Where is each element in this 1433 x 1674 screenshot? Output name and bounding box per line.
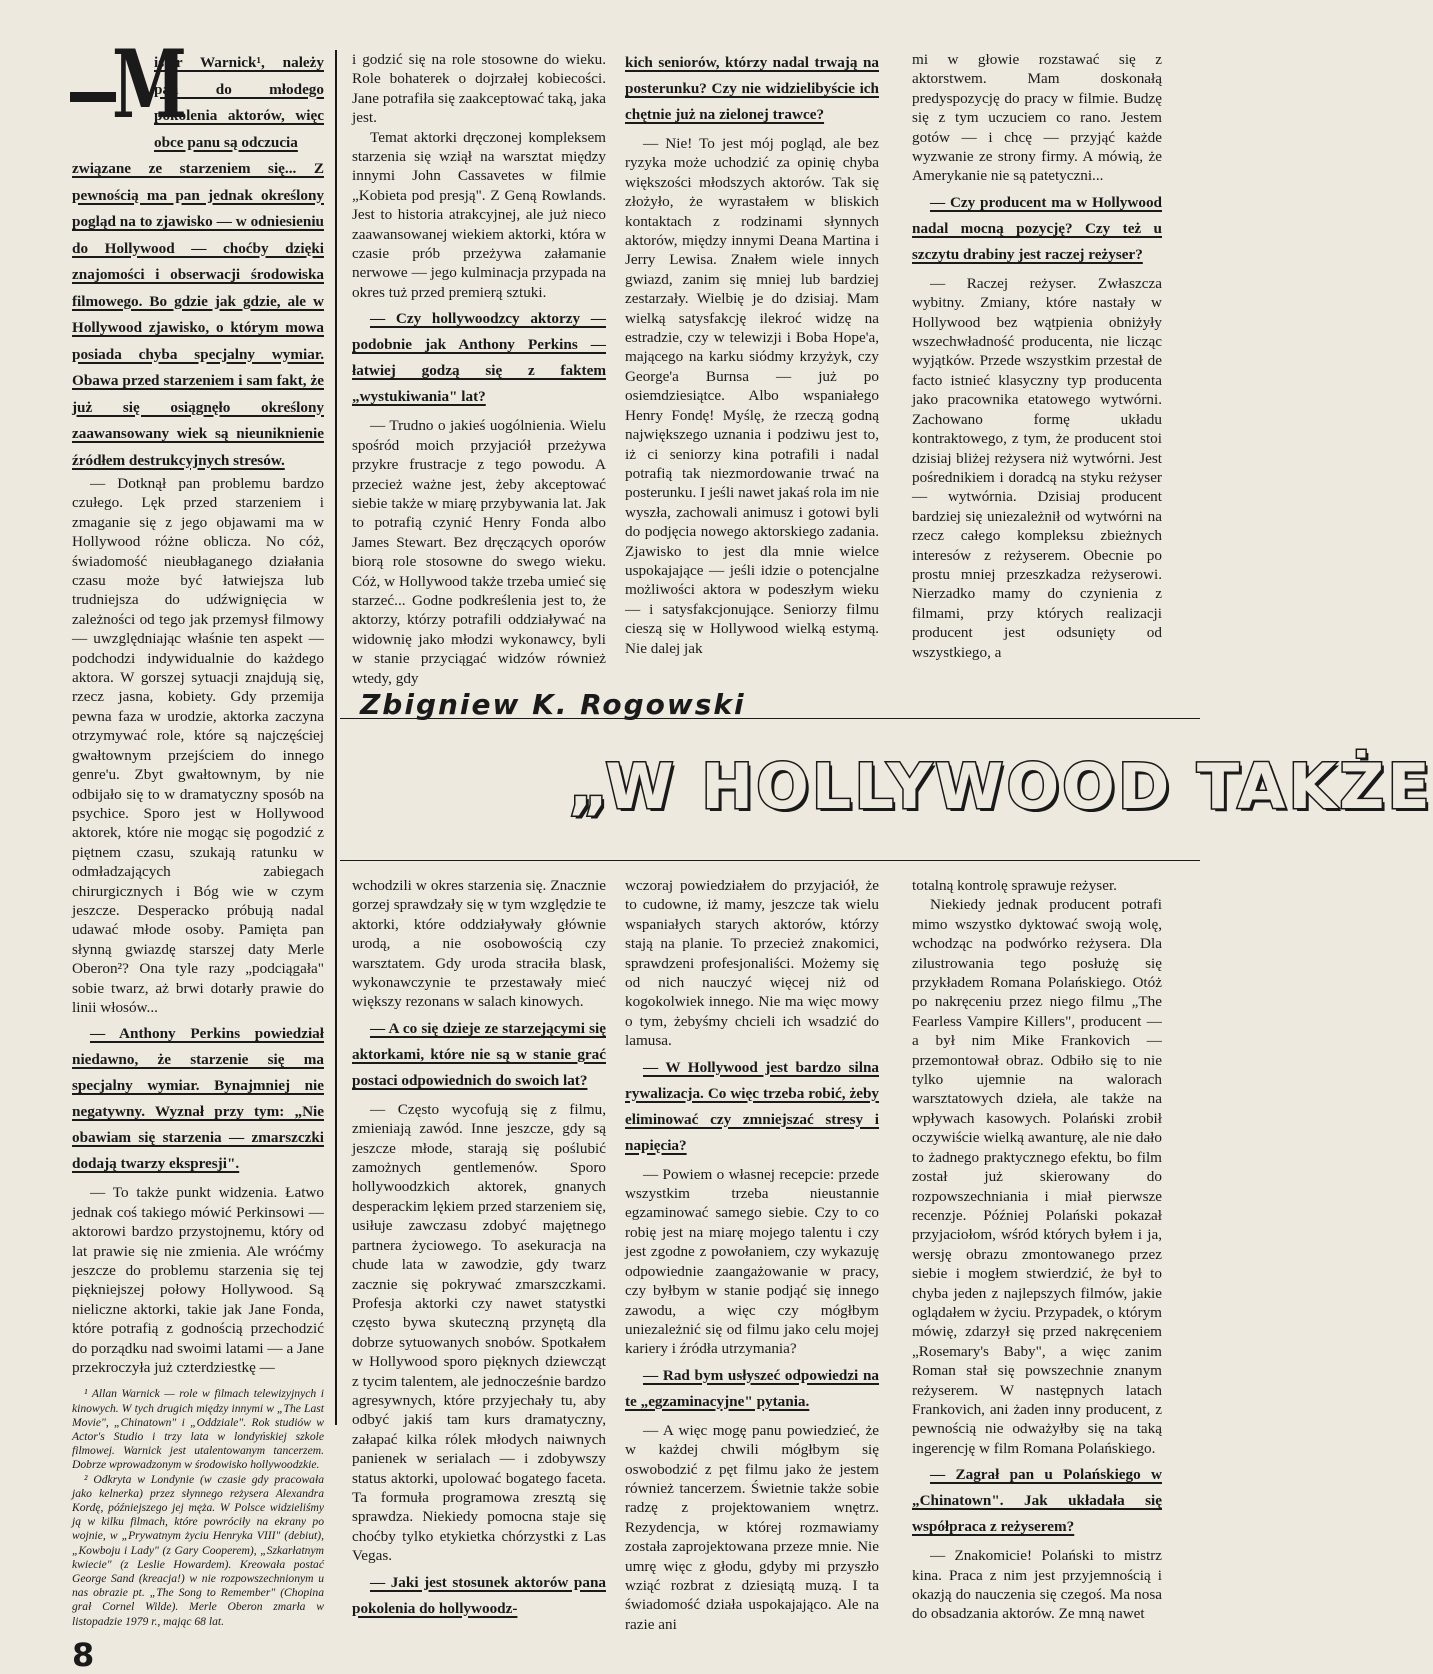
answer-paragraph: — Nie! To jest mój pogląd, ale bez ryzyka może uchodzić za opinię chyba większości młodszych aktorów. Tak się złożyło, że wyrastałem w bliskich kontaktach z rodzinami słynnych aktorów, między innymi Deana Martina i Jerry Lewisa. Znałem wiele innych gwiazd, zanim się mniej lub bardziej zestarzały. Wielbię je do dzisiaj. Mam wielką satysfakcję ilekroć widzę na estradzie, czy w telewizji i Boba Hope'a, mającego na karku siódmy krzyżyk, czy George'a Burnsa — już po osiemdziesiątce. Albo wspaniałego Henry Fondę! Myślę, że rzeczą godną największego uznania i podziwu jest to, iż ci seniorzy kina potrafili i nadal potrafią tak niezmordowanie trwać na posterunku. I jeśli nawet jakaś rola im nie wyszła, zachowali animusz i gotowi byli do podjęcia nowego aktorskiego zadania. Zjawisko to jest dla mnie wielce uspokajające — jeśli idzie o potencjalne możliwości aktora w podeszłym wieku — i satysfakcjonujące. Seniorzy filmu cieszą się w Hollywood wielką estymą. Nie dalej jak: [625, 135, 879, 657]
column-5: [352, 876, 606, 1636]
interview-question: — A co się dzieje ze starzejącymi się aktorkami, które nie są w stanie grać postaci odpowiednich do swoich lat?: [352, 1019, 606, 1089]
footnote-2: ² Odkryta w Londynie (w czasie gdy pracowała jako kelnerka) przez słynnego reżysera Alexandra Kordę, późniejszego jej męża. W Polsce widzieliśmy ją w kilku filmach, które powróciły na ekrany po wojnie, w „Prywatnym życiu Henryka VIII" (debiut), „Kowboju i Lady" (z Gary Cooperem), „Szkarłatnym kwiecie" (z Leslie Howardem). Kreowała postać George Sand (kreacja!) w nie rozpowszechnionym u nas obrazie pt. „The Song to Remember" (Chopina grał Cornel Wilde). Merle Oberon zmarła w listopadzie 1979 r., mając 68 lat.: [72, 1472, 324, 1628]
answer-paragraph: — Powiem o własnej recepcie: przede wszystkim trzeba nieustannie egzaminować samego siebie. Czy to co robię jest na miarę mojego talentu i czy jest zgodne z powołaniem, czy wykazuję odpowiednie zaangażowanie w pracy, czy byłbym w stanie podjąć się innego zawodu, a więc czy mógłbym uniezależnić się od filmu jako celu mojej kariery i źródła utrzymania?: [625, 1165, 879, 1358]
interview-question: kich seniorów, którzy nadal trwają na posterunku? Czy nie widzielibyście ich chętnie już na zielonej trawce?: [625, 54, 879, 123]
interview-question: — Zagrał pan u Polańskiego w „Chinatown". Jak układała się współpraca z reżyserem?: [912, 1466, 1162, 1536]
answer-paragraph: — Często wycofują się z filmu, zmieniają zawód. Inne jeszcze, gdy są jeszcze młode, starają się poślubić zamożnych gentlemenów. Sporo hollywoodzkich aktorek, gnanych desperackim lękiem przed starzeniem się, usiłuje zawczasu zdobyć majętnego partnera życiowego. To asekuracja na chude lata w zawodzie, gdy twarz zacznie się pokrywać zmarszczkami. Profesja aktorki czy nawet statystki często bywa skuteczną przynętą dla dobrze sytuowanych snobów. Spotkałem w Hollywood sporo pięknych dziewcząt z tycim talentem, ale jednocześnie bardzo agresywnych, które przyjechały tu, aby odbyć jakiś tam kurs dramatyczny, załapać kilka rólek młodych naiwnych panienek w serialach — i zdobywszy status aktorki, upolować bogatego faceta. Ta formuła programowa zresztą się sprawdza. Niekiedy pomocna staje się choćby tylko etykietka chórzystki z Las Vegas.: [352, 1100, 606, 1565]
interview-question: — Jaki jest stosunek aktorów pana pokolenia do hollywoodz-: [352, 1573, 606, 1617]
column-divider: [335, 50, 337, 1425]
column-6: [625, 876, 879, 1636]
answer-paragraph: i godzić się na role stosowne do wieku. Role bohaterek o dojrzałej kobiecości. Jane potrafiła się zaakceptować taką, jaka jest.: [352, 51, 606, 127]
column-4: [912, 50, 1162, 686]
band-rule: [340, 860, 1200, 861]
answer-paragraph: — Znakomicie! Polański to mistrz kina. Praca z nim jest przyjemnością i okazją do nauczenia się czegoś. Ma nosa do obsadzania aktorów. Ze mną nawet: [912, 1547, 1162, 1623]
answer-paragraph: — A więc mogę panu powiedzieć, że w każdej chwili mógłbym się oswobodzić z pęt filmu jako że jestem również tancerzem. Świetnie także sobie radzę z projektowaniem wnętrz. Rezydencja, w której rozmawiamy została zaprojektowana przeze mnie. Nie umrę więc z głodu, gdyby mi przyszło wziąć rozbrat z dziesiątą muzą. I ta świadomość działa uspokajająco. Ale na razie ani: [625, 1421, 879, 1633]
author-byline: Zbigniew K. Rogowski: [360, 688, 746, 721]
answer-paragraph: wczoraj powiedziałem do przyjaciół, że to cudowne, iż mamy, jeszcze tak wielu wspaniałych starych aktorów, którzy stają na planie. To przecież znakomici, sprawdzeni profesjonaliści. Możemy się od nich nauczyć więcej niż od kogokolwiek innego. Nie ma więc mowy o tym, żebyśmy chcieli ich wsadzić do lamusa.: [625, 877, 879, 1050]
article-headline: „W HOLLYWOOD TAKŻE: [568, 750, 1433, 823]
interview-question: — Czy hollywoodzcy aktorzy — podobnie jak Anthony Perkins — łatwiej godzą się z faktem „wystukiwania" lat?: [352, 310, 606, 406]
answer-paragraph: Temat aktorki dręczonej kompleksem starzenia się wziął na warsztat między innymi John Cassavetes w filmie „Kobieta pod presją". Z Geną Rowlands. Jest to historia atrakcyjnej, ale już nieco zaawansowanej wiekiem aktorki, która w czasie prób przeżywa załamanie nerwowe — jego kulminacja przypada na okres tuż przed premierą sztuki.: [352, 128, 606, 301]
answer-paragraph: Niekiedy jednak producent potrafi mimo wszystko dyktować swoją wolę, wchodząc na podwórko reżysera. Dla zilustrowania tego posłużę się przykładem Romana Polańskiego. Otóż po nakręceniu przez niego filmu „The Fearless Vampire Killers", producent — a był nim Mike Frankovich — przemontował obraz. Odbiło się to nie tylko ujemnie na walorach warsztatowych dzieła, ale także na wpływach kasowych. Polański zrobił oczywiście wielką awanturę, ale nie dało to żadnego praktycznego efektu, bo film został już skierowany do rozpowszechniania i miał pierwsze recenzje. Później Polański pokazał przyjaciołom, wśród których byłem i ja, wersję obrazu zmontowanego przez siebie i mogłem stwierdzić, że był to chyba jeden z najlepszych filmów, jakie oglądałem w życiu. Przypadek, o którym mówię, zdarzył się przed nakręceniem „Rosemary's Baby", a więc zanim Roman stał się powszechnie znanym reżyserem. W następnych latach Frankovich, ani żaden inny producent, z pewnością nie odważyłby się na taką ingerencję w film Romana Polańskiego.: [912, 896, 1162, 1457]
answer-paragraph: wchodzili w okres starzenia się. Znacznie gorzej sprawdzały się w tym względzie te aktorki, które oddziaływały głównie urodą, a nie osobowością czy warsztatem. Gdy uroda straciła blask, wykonawczynie te przestawały mieć większy rezonans w salach kinowych.: [352, 877, 606, 1011]
answer-paragraph: — To także punkt widzenia. Łatwo jednak coś takiego mówić Perkinsowi — aktorowi bardzo przystojnemu, który od lat prawie się nie zmienia. Ale wróćmy jeszcze do problemu starzenia się tej piękniejszej połowy Hollywood. Są nieliczne aktorki, takie jak Jane Fonda, które potrafią z godnością przechodzić do porządku nad swoimi latami — a Jane przekroczyła już czterdziestkę —: [72, 1184, 324, 1377]
answer-paragraph: — Raczej reżyser. Zwłaszcza wybitny. Zmiany, które nastały w Hollywood bez wątpienia obniżyły wszechwładność producenta, nie licząc wyjątków. Przede wszystkim przestał de facto istnieć klasyczny typ producenta jako pracownika etatowego wytwórni. Zachowano formę układu kontraktowego, z tym, że producent stoi dzisiaj bliżej reżysera niż wytwórni. Jest pośrednikiem i doradcą na styku reżyser — wytwórnia. Dzisiaj producent bardziej się uniezależnił od wytwórni na rzecz całego kompleksu zbieżnych interesów z reżyserem. Obecnie po prostu mniej przeszkadza reżyserowi. Nierzadko mamy do czynienia z filmami, przy których realizacji producent jest odsunięty od wszystkiego, a: [912, 274, 1162, 661]
column-7: [912, 876, 1162, 1636]
answer-paragraph: totalną kontrolę sprawuje reżyser.: [912, 877, 1117, 894]
interview-question: — Rad bym usłyszeć odpowiedzi na te „egzaminacyjne" pytania.: [625, 1366, 879, 1410]
lead-question-first: ister Warnick¹, należy pan do młodego pokolenia aktorów, więc obce panu są odczucia: [154, 54, 324, 151]
interview-question: — W Hollywood jest bardzo silna rywalizacja. Co więc trzeba robić, żeby eliminować czy zmniejszać stresy i napięcia?: [625, 1058, 879, 1154]
column-3: [625, 50, 879, 686]
column-2: [352, 50, 606, 686]
page-number: 8: [72, 1636, 95, 1674]
answer-paragraph: — Trudno o jakieś uogólnienia. Wielu spośród moich przyjaciół przeżywa przykre frustracje z tego powodu. A przecież ważne jest, żeby akceptować siebie także w miarę przybywania lat. Jak to potrafią czynić Henry Fonda albo James Stewart. Bez dręczących oporów biorą role stosowne do swego wieku. Cóż, w Hollywood także trzeba umieć się starzeć... Godne podkreślenia jest to, że aktorzy, którzy potrafili oddziaływać na widownię jako młodzi wykonawcy, byli w stanie przyciągać widzów również wtedy, gdy: [352, 417, 606, 687]
interview-question: — Czy producent ma w Hollywood nadal mocną pozycję? Czy też u szczytu drabiny jest raczej reżyser?: [912, 193, 1162, 263]
column-1: [72, 50, 324, 1628]
footnote-1: ¹ Allan Warnick — role w filmach telewizyjnych i kinowych. W tych drugich między innymi w „The Last Movie", „Chinatown" i „Oddziale". Rok studiów w Actor's Studio i trzy lata w londyńskiej szkole filmowej. Warnick jest utalentowanym tancerzem. Dobrze wprowadzonym w środowisko hollywoodzkie.: [72, 1387, 324, 1472]
interview-question: — Anthony Perkins powiedział niedawno, że starzenie się ma specjalny wymiar. Bynajmniej nie negatywny. Wyznał przy tym: „Nie obawiam się starzenia — zmarszczki dodają twarzy ekspresji".: [72, 1025, 324, 1173]
dropcap-letter: M: [112, 30, 187, 140]
lead-question-rest: związane ze starzeniem się... Z pewnością ma pan jednak określony pogląd na to zjawisko — w odniesieniu do Hollywood — choćby dzięki znajomości i obserwacji środowiska filmowego. Bo gdzie jak gdzie, ale w Hollywood zjawisko, o którym mowa posiada chyba specjalny wymiar. Obawa przed starzeniem i sam fakt, że już się osiągnęło określony zaawansowany wiek są nieuniknienie źródłem destrukcyjnych stresów.: [72, 160, 324, 469]
answer-paragraph: mi w głowie rozstawać się z aktorstwem. Mam doskonałą predyspozycję do pracy w filmie. Budzę się z tym uczuciem co rano. Jestem gotów — i chcę — przyjąć każde wyzwanie ze strony firmy. A mówią, że Amerykanie nie są patetyczni...: [912, 51, 1162, 185]
answer-paragraph: — Dotknął pan problemu bardzo czułego. Lęk przed starzeniem i zmaganie się z jego objawami ma w Hollywood różne oblicza. No cóż, świadomość nieubłaganego działania czasu może być łatwiejsza lub trudniejsza do udźwignięcia w zależności od tego jak przemysł filmowy — uwzględniając właśnie ten aspekt — podchodzi indywidualnie do każdego aktora. W gorszej sytuacji znajdują się, rzecz jasna, kobiety. Gdy przemija pewna faza w urodzie, aktorka zaczyna otrzymywać role, które są najczęściej gwałtownym przejściem do innego genre'u. Zbyt gwałtownym, by nie odbijało się to w dramatyczny sposób na psychice. Sporo jest w Hollywood aktorek, które nie mogąc się pogodzić z piętnem czasu, szukają ratunku w odmładzających zabiegach chirurgicznych i Bóg wie w czym jeszcze. Desperacko próbują nadal udawać młode osoby. Pamięta pan słynną gwiazdę starszej daty Merle Oberon²? Ona tyle razy „podciągała" sobie twarz, aż brwi dotarły prawie do linii włosów...: [72, 475, 324, 1016]
